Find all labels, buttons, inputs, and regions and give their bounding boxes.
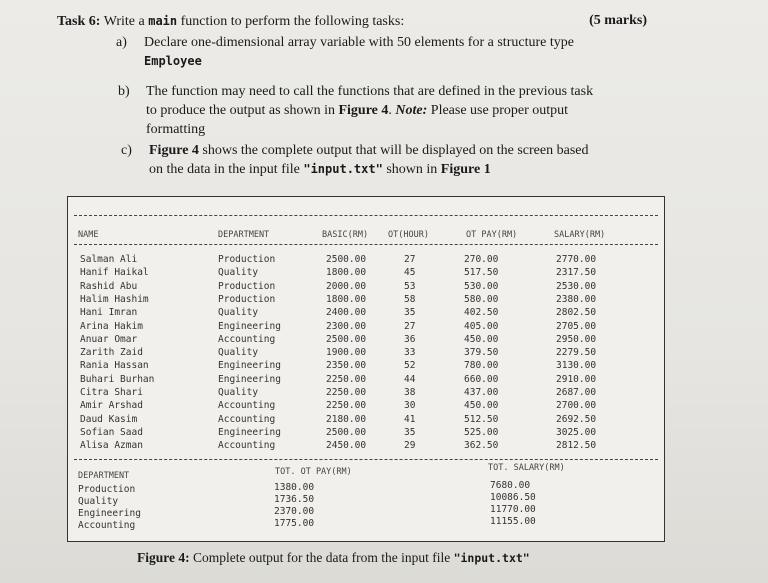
task-marks: (5 marks) <box>589 13 647 28</box>
basic-cell: 1800.00 <box>326 293 367 305</box>
divider-header <box>74 244 658 245</box>
department-cell: Production <box>218 293 276 305</box>
ot-hour-cell: 33 <box>404 347 416 359</box>
name-cell: Daud Kasim <box>80 413 138 425</box>
summary-department-cell: Production <box>78 484 136 495</box>
item-b-figure-ref: Figure 4 <box>338 103 389 118</box>
item-b-line3: formatting <box>146 122 206 137</box>
ot-hour-cell: 30 <box>404 400 416 412</box>
salary-cell: 2692.50 <box>556 413 597 425</box>
name-cell: Citra Shari <box>80 387 143 398</box>
salary-cell: 2770.00 <box>556 254 597 265</box>
summary-ot-pay-cell: 1775.00 <box>274 518 315 529</box>
name-cell: Alisa Azman <box>80 440 143 452</box>
salary-cell: 2812.50 <box>556 440 597 452</box>
ot-pay-cell: 270.00 <box>464 254 499 265</box>
department-cell: Quality <box>218 387 259 398</box>
salary-cell: 2700.00 <box>556 400 597 412</box>
summary-salary-cell: 11155.00 <box>490 516 536 527</box>
item-a-code: Employee <box>144 54 202 68</box>
salary-cell: 2910.00 <box>556 373 597 385</box>
item-c-figure-ref: Figure 4 <box>149 143 199 158</box>
caption-file-code: "input.txt" <box>453 551 530 565</box>
summary-header-salary: TOT. SALARY(RM) <box>488 463 565 473</box>
ot-hour-cell: 35 <box>404 426 416 438</box>
ot-hour-cell: 41 <box>404 413 416 425</box>
divider-top <box>74 215 658 216</box>
ot-pay-cell: 405.00 <box>464 320 499 332</box>
header-name: NAME <box>78 230 99 240</box>
summary-header-ot-pay: TOT. OT PAY(RM) <box>275 467 352 477</box>
task-intro: Write a <box>103 14 145 29</box>
basic-cell: 2500.00 <box>326 426 367 438</box>
name-cell: Rashid Abu <box>80 280 138 292</box>
header-department: DEPARTMENT <box>218 230 270 240</box>
ot-hour-cell: 36 <box>404 333 416 345</box>
salary-cell: 2279.50 <box>556 347 597 359</box>
task-intro-rest: function to perform the following tasks: <box>180 14 405 29</box>
summary-ot-pay-cell: 2370.00 <box>274 506 315 517</box>
ot-pay-cell: 517.50 <box>464 267 499 279</box>
name-cell: Zarith Zaid <box>80 347 143 359</box>
salary-cell: 2317.50 <box>556 267 597 279</box>
divider-summary <box>74 459 658 460</box>
figure-caption <box>137 550 530 566</box>
name-cell: Rania Hassan <box>80 360 149 372</box>
department-cell: Accounting <box>218 440 276 452</box>
ot-hour-cell: 35 <box>404 307 416 319</box>
ot-pay-cell: 530.00 <box>464 280 499 292</box>
summary-header-department: DEPARTMENT <box>78 471 130 481</box>
salary-cell: 2950.00 <box>556 333 597 345</box>
task-label: Task 6: <box>57 14 101 29</box>
ot-pay-cell: 450.00 <box>464 400 499 412</box>
ot-hour-cell: 38 <box>404 387 416 398</box>
summary-ot-pay-cell: 1380.00 <box>274 482 315 493</box>
summary-ot-pay-cell: 1736.50 <box>274 494 315 505</box>
department-cell: Engineering <box>218 373 281 385</box>
name-cell: Salman Ali <box>80 254 138 265</box>
ot-pay-cell: 580.00 <box>464 293 499 305</box>
item-c-line2b: shown in <box>386 162 438 177</box>
department-cell: Engineering <box>218 320 281 332</box>
department-cell: Quality <box>218 347 259 359</box>
caption-text: Complete output for the data from the input file <box>193 550 451 565</box>
basic-cell: 2250.00 <box>326 400 367 412</box>
basic-cell: 2300.00 <box>326 320 367 332</box>
basic-cell: 2180.00 <box>326 413 367 425</box>
ot-hour-cell: 27 <box>404 320 416 332</box>
name-cell: Amir Arshad <box>80 400 143 412</box>
item-c-line2a: on the data in the input file <box>149 162 300 177</box>
department-cell: Production <box>218 254 276 265</box>
salary-cell: 3025.00 <box>556 426 597 438</box>
salary-cell: 2802.50 <box>556 307 597 319</box>
ot-pay-cell: 379.50 <box>464 347 499 359</box>
summary-department-cell: Quality <box>78 496 119 507</box>
salary-cell: 2380.00 <box>556 293 597 305</box>
ot-pay-cell: 525.00 <box>464 426 499 438</box>
department-cell: Accounting <box>218 333 276 345</box>
department-cell: Engineering <box>218 360 281 372</box>
ot-hour-cell: 58 <box>404 293 416 305</box>
ot-hour-cell: 52 <box>404 360 416 372</box>
document-page: Task 6: Write a main function to perform the following tasks: (5 marks) a) Declare one-dimensional array variable with 50 elements for a structure type Employee b) The function may need to call the functions that are defined in the previous task to produce the output as shown in Figure 4. Note: Please use proper output formatting c) Figure 4 shows the complete output that will be displayed on the screen based on the data in the input file "input.txt" shown in Figure 1 NAME DEPARTMENT BASIC(RM) OT(HOUR) OT PAY(RM) SALARY(RM) Salman Ali Production 2500.00 27 270.00 2770.00 Hanif Haikal Quality 1800.00 45 517.50 2317.50 Rashid Abu Production 2000.00 53 530.00 2530.00 Halim Hashim Production 1800.00 58 580.00 2380.00 Hani Imran Quality 2400.00 35 402.50 2802.50 Arina Hakim Engineering 2300.00 27 405.00 2705.00 Anuar Omar Accounting 2500.00 36 450.00 2950.00 Zarith Zaid Quality 1900.00 33 379.50 2279.50 Rania Hassan Engineering 2350.00 52 780.00 3130.00 Buhari Burhan Engineering 2250.00 44 660.00 2910.00 Citra Shari Quality 2250.00 38 437.00 2687.00 Amir Arshad Accounting 2250.00 30 450.00 2700.00 Daud Kasim Accounting 2180.00 41 512.50 2692.50 Sofian Saad Engineering 2500.00 35 525.00 3025.00 Alisa Azman Accounting 2450.00 29 362.50 2812.50 DEPARTMENT TOT. OT PAY(RM) TOT. SALARY(RM) Production 1380.00 7680.00 Quality 1736.50 10086.50 Engineering 2370.00 11770.00 Accounting 1775.00 11155.00 Figure 4: Complete output for the data from the input file "input.txt" <box>0 0 768 583</box>
name-cell: Arina Hakim <box>80 320 143 332</box>
basic-cell: 2250.00 <box>326 373 367 385</box>
salary-cell: 2687.00 <box>556 387 597 398</box>
summary-salary-cell: 10086.50 <box>490 492 536 503</box>
ot-pay-cell: 402.50 <box>464 307 499 319</box>
task-heading <box>57 12 647 31</box>
basic-cell: 2450.00 <box>326 440 367 452</box>
summary-salary-cell: 11770.00 <box>490 504 536 515</box>
department-cell: Accounting <box>218 413 276 425</box>
item-a-line1: Declare one-dimensional array variable with 50 elements for a structure type <box>144 35 574 50</box>
name-cell: Halim Hashim <box>80 293 149 305</box>
header-salary: SALARY(RM) <box>554 230 606 240</box>
salary-cell: 2530.00 <box>556 280 597 292</box>
ot-hour-cell: 29 <box>404 440 416 452</box>
basic-cell: 2250.00 <box>326 387 367 398</box>
ot-hour-cell: 53 <box>404 280 416 292</box>
item-b-line2b: Please use proper output <box>430 103 569 118</box>
department-cell: Engineering <box>218 426 281 438</box>
basic-cell: 2500.00 <box>326 254 367 265</box>
name-cell: Hani Imran <box>80 307 138 319</box>
basic-cell: 1900.00 <box>326 347 367 359</box>
department-cell: Production <box>218 280 276 292</box>
ot-pay-cell: 437.00 <box>464 387 499 398</box>
item-letter: a) <box>116 35 127 50</box>
summary-department-cell: Accounting <box>78 520 136 531</box>
name-cell: Anuar Omar <box>80 333 138 345</box>
ot-hour-cell: 27 <box>404 254 416 265</box>
caption-prefix: Figure 4: <box>137 550 190 565</box>
ot-pay-cell: 450.00 <box>464 333 499 345</box>
basic-cell: 2000.00 <box>326 280 367 292</box>
basic-cell: 2350.00 <box>326 360 367 372</box>
ot-hour-cell: 44 <box>404 373 416 385</box>
ot-pay-cell: 512.50 <box>464 413 499 425</box>
name-cell: Buhari Burhan <box>80 373 155 385</box>
item-c-line1: shows the complete output that will be displayed on the screen based <box>202 143 589 158</box>
header-ot-pay: OT PAY(RM) <box>466 230 518 240</box>
item-b-line1: The function may need to call the functions that are defined in the previous task <box>146 84 594 99</box>
summary-salary-cell: 7680.00 <box>490 480 531 491</box>
summary-department-cell: Engineering <box>78 508 141 519</box>
basic-cell: 2400.00 <box>326 307 367 319</box>
salary-cell: 2705.00 <box>556 320 597 332</box>
salary-cell: 3130.00 <box>556 360 597 372</box>
ot-pay-cell: 362.50 <box>464 440 499 452</box>
department-cell: Quality <box>218 267 259 279</box>
item-b-line2a: to produce the output as shown in <box>146 103 335 118</box>
ot-pay-cell: 660.00 <box>464 373 499 385</box>
ot-pay-cell: 780.00 <box>464 360 499 372</box>
item-letter: c) <box>121 143 132 158</box>
name-cell: Hanif Haikal <box>80 267 149 279</box>
item-b-note: Note: <box>395 103 428 118</box>
item-letter: b) <box>118 84 130 99</box>
item-c-file-code: "input.txt" <box>303 162 383 176</box>
department-cell: Accounting <box>218 400 276 412</box>
task-function-code: main <box>148 14 178 28</box>
ot-hour-cell: 45 <box>404 267 416 279</box>
basic-cell: 2500.00 <box>326 333 367 345</box>
output-figure <box>67 196 665 542</box>
header-basic: BASIC(RM) <box>322 230 369 240</box>
name-cell: Sofian Saad <box>80 426 143 438</box>
item-c-figure1-ref: Figure 1 <box>440 162 491 177</box>
basic-cell: 1800.00 <box>326 267 367 279</box>
department-cell: Quality <box>218 307 259 319</box>
header-ot-hour: OT(HOUR) <box>388 230 429 240</box>
